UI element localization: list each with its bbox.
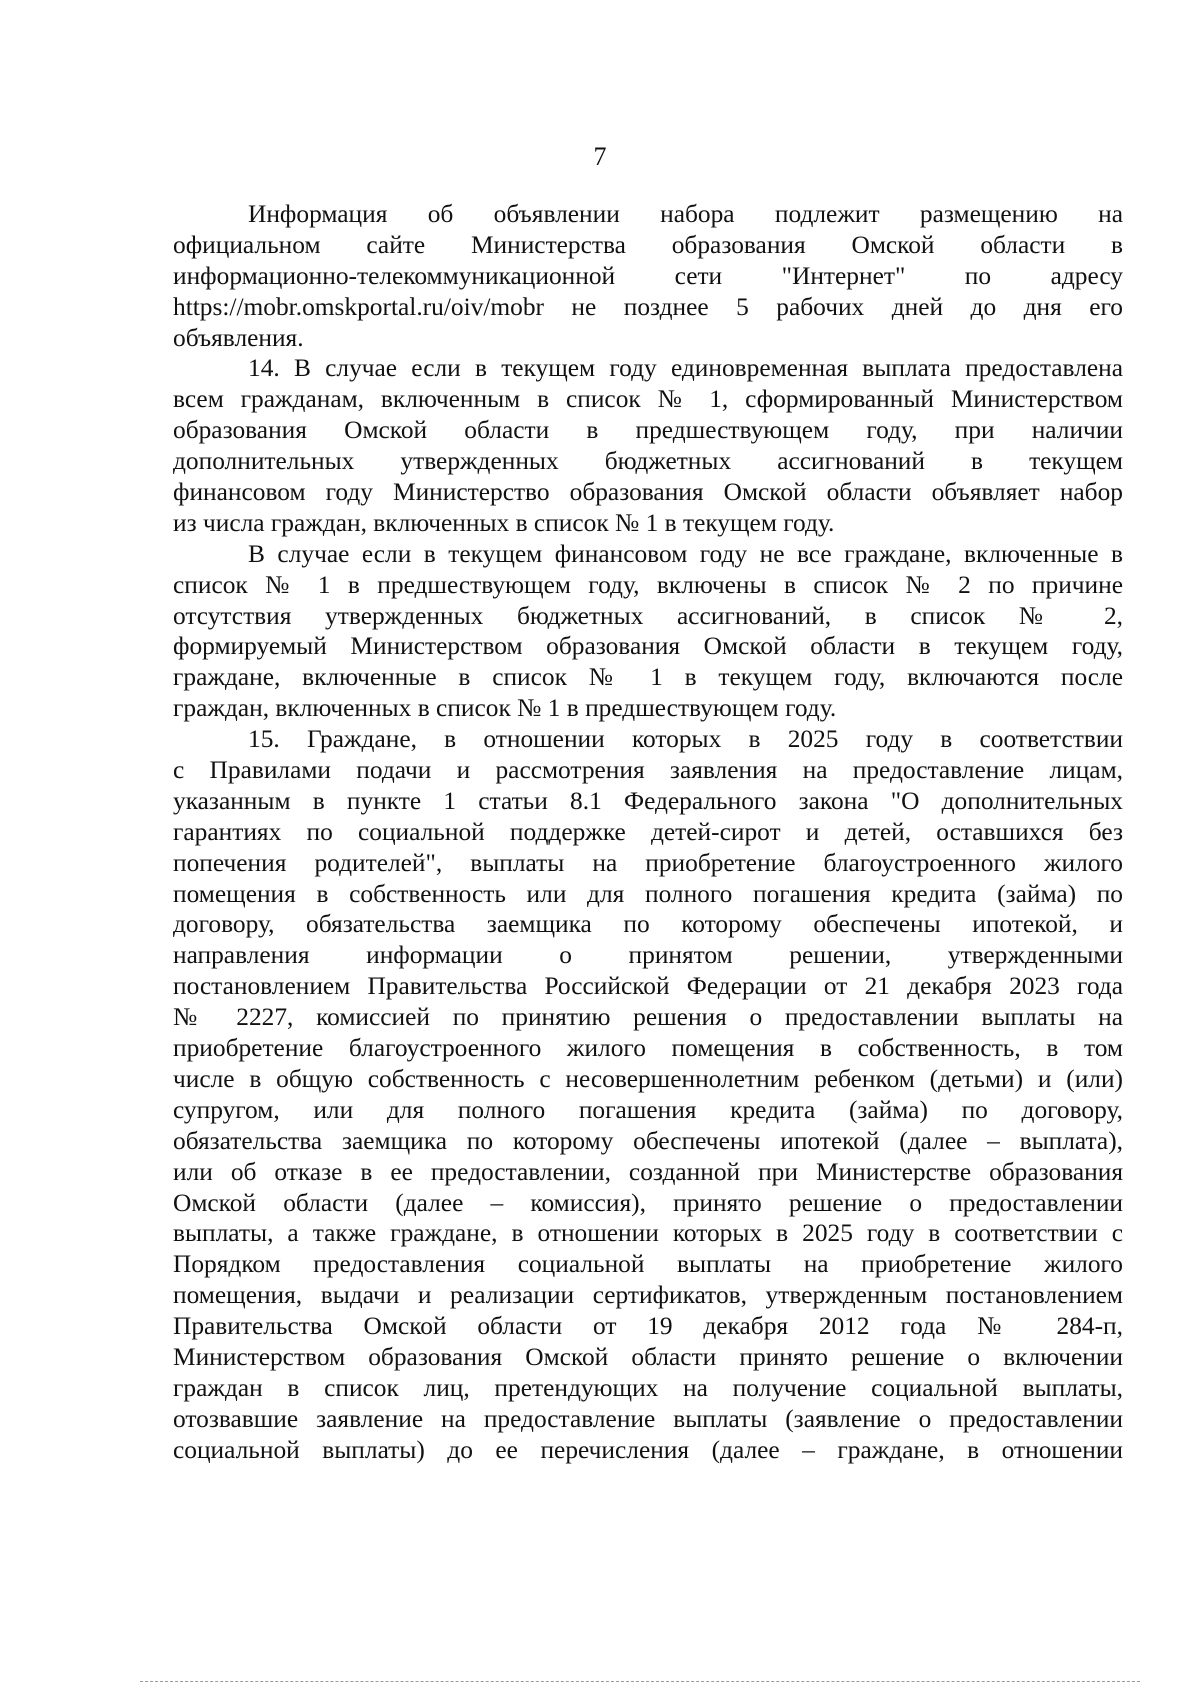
text-line: постановлением Правительства Российской Федерации от 21 декабря 2023 года (173, 972, 1123, 1001)
text-line: Информация об объявлении набора подлежит размещению на (248, 200, 1123, 228)
text-line: договору, обязательства заемщика по которому обеспечены ипотекой, и (173, 910, 1123, 939)
text-line: граждан, включенных в список № 1 в предшествующем году. (173, 694, 837, 723)
text-line: список № 1 в предшествующем году, включены в список № 2 по причине (173, 570, 1123, 599)
text-line: объявления. (173, 323, 304, 352)
text-line: граждане, включенные в список № 1 в текущем году, включаются после (173, 663, 1123, 692)
text-line: официальном сайте Министерства образования Омской области в (173, 230, 1123, 259)
text-line: указанным в пункте 1 статьи 8.1 Федерального закона "О дополнительных (173, 786, 1123, 815)
text-line: граждан в список лиц, претендующих на получение социальной выплаты, (173, 1373, 1123, 1402)
text-line: https://mobr.omskportal.ru/oiv/mobr не позднее 5 рабочих дней до дня его (173, 292, 1123, 321)
text-line: из числа граждан, включенных в список № 1 в текущем году. (173, 508, 835, 537)
text-line: дополнительных утвержденных бюджетных ассигнований в текущем (173, 447, 1123, 476)
text-line: числе в общую собственность с несовершеннолетним ребенком (детьми) и (или) (173, 1064, 1123, 1093)
text-line: образования Омской области в предшествующем году, при наличии (173, 416, 1123, 445)
text-line: Порядком предоставления социальной выплаты на приобретение жилого (173, 1250, 1123, 1279)
text-line: всем гражданам, включенным в список № 1, сформированный Министерством (173, 385, 1123, 414)
text-line: гарантиях по социальной поддержке детей-сирот и детей, оставшихся без (173, 817, 1123, 846)
text-line: отозвавшие заявление на предоставление выплаты (заявление о предоставлении (173, 1404, 1123, 1433)
text-line: формируемый Министерством образования Омской области в текущем году, (173, 632, 1123, 661)
text-line: Правительства Омской области от 19 декабря 2012 года № 284-п, (173, 1312, 1123, 1341)
text-line: финансовом году Министерство образования Омской области объявляет набор (173, 478, 1123, 507)
text-line: В случае если в текущем финансовом году не все граждане, включенные в (248, 539, 1123, 568)
text-line: социальной выплаты) до ее перечисления (далее – граждане, в отношении (173, 1435, 1123, 1464)
text-line: отсутствия утвержденных бюджетных ассигнований, в список № 2, (173, 601, 1123, 630)
text-line: или об отказе в ее предоставлении, созданной при Министерстве образования (173, 1157, 1123, 1186)
text-line: Министерством образования Омской области принято решение о включении (173, 1342, 1123, 1371)
document-body-text (173, 199, 1123, 1466)
text-line: Омской области (далее – комиссия), принято решение о предоставлении (173, 1188, 1123, 1217)
text-line: информационно-телекоммуникационной сети "Интернет" по адресу (173, 261, 1123, 290)
page-bottom-edge (140, 1681, 1140, 1682)
text-line: с Правилами подачи и рассмотрения заявления на предоставление лицам, (173, 756, 1123, 785)
text-line: обязательства заемщика по которому обеспечены ипотекой (далее – выплата), (173, 1126, 1123, 1155)
text-line: выплаты, а также граждане, в отношении которых в 2025 году в соответствии с (173, 1219, 1123, 1248)
text-line: 15. Граждане, в отношении которых в 2025 году в соответствии (248, 725, 1123, 754)
text-line: помещения в собственность или для полного погашения кредита (займа) по (173, 879, 1123, 908)
text-line: направления информации о принятом решении, утвержденными (173, 941, 1123, 970)
text-line: № 2227, комиссией по принятию решения о предоставлении выплаты на (173, 1003, 1123, 1032)
text-line: попечения родителей", выплаты на приобретение благоустроенного жилого (173, 848, 1123, 877)
text-line: супругом, или для полного погашения кредита (займа) по договору, (173, 1095, 1123, 1124)
text-line: 14. В случае если в текущем году единовременная выплата предоставлена (248, 354, 1123, 383)
text-line: приобретение благоустроенного жилого помещения в собственность, в том (173, 1034, 1123, 1063)
text-line: помещения, выдачи и реализации сертификатов, утвержденным постановлением (173, 1281, 1123, 1310)
page-number: 7 (593, 142, 607, 171)
